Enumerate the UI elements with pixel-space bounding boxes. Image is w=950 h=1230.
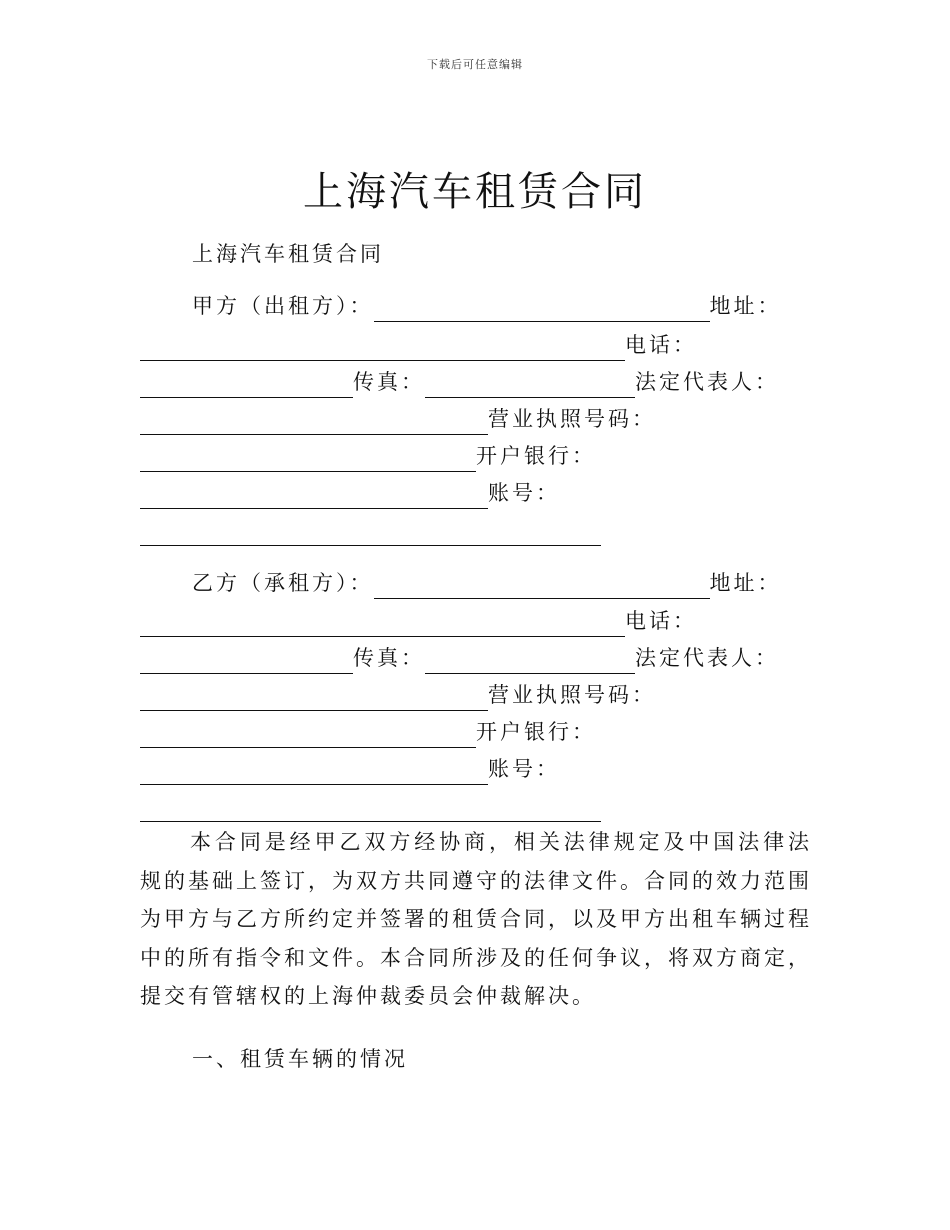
party-a-phone-label: 电话： — [625, 333, 697, 357]
party-a-name-blank — [374, 295, 710, 322]
header-note: 下载后可任意编辑 — [427, 58, 523, 71]
party-a-bank-blank — [140, 482, 488, 509]
party-b-account-line — [140, 790, 601, 822]
party-b-license-blank — [140, 721, 476, 748]
party-b-phone-line — [140, 642, 779, 674]
party-a-address-blank — [140, 334, 625, 361]
party-b-bank-line — [140, 753, 560, 785]
party-b-name-line — [192, 567, 782, 599]
party-a-account-line — [140, 514, 601, 546]
party-a-phone-blank — [140, 371, 353, 398]
party-b-fax-blank — [425, 647, 635, 674]
party-b-address-line — [140, 605, 697, 637]
party-a-address-label: 地址： — [709, 294, 782, 318]
party-b-phone-label: 电话： — [625, 609, 697, 633]
party-a-license-blank — [140, 445, 476, 472]
party-a-label: 甲方（出租方）： — [192, 294, 374, 318]
party-a-account-label: 账号： — [488, 481, 560, 505]
document-subtitle: 上海汽车租赁合同 — [192, 242, 384, 266]
party-b-account-label: 账号： — [488, 757, 560, 781]
party-b-bank-blank — [140, 758, 488, 785]
party-b-account-blank — [140, 795, 601, 822]
party-b-name-blank — [374, 572, 710, 599]
contract-body-paragraph: 本合同是经甲乙双方经协商，相关法律规定及中国法律法规的基础上签订，为双方共同遵守的法律文件。合同的效力范围为甲方与乙方所约定并签署的租赁合同，以及甲方出租车辆过程中的所有指令和文件。本合同所涉及的任何争议，将双方商定，提交有管辖权的上海仲裁委员会仲裁解决。 — [140, 830, 812, 1008]
party-b-rep-label: 法定代表人： — [635, 646, 779, 670]
party-a-bank-label: 开户银行： — [476, 444, 596, 468]
party-a-name-line — [192, 290, 782, 322]
party-a-license-label: 营业执照号码： — [488, 407, 656, 431]
document-title: 上海汽车租赁合同 — [303, 169, 647, 215]
party-b-license-line — [140, 716, 596, 748]
party-b-label: 乙方（承租方）： — [192, 571, 374, 595]
party-a-address-line — [140, 329, 697, 361]
party-a-fax-label: 传真： — [353, 370, 425, 394]
party-a-rep-blank — [140, 408, 488, 435]
party-b-rep-blank — [140, 684, 488, 711]
party-b-rep-line — [140, 679, 656, 711]
party-b-bank-label: 开户银行： — [476, 720, 596, 744]
party-a-rep-label: 法定代表人： — [635, 370, 779, 394]
party-b-fax-label: 传真： — [353, 646, 425, 670]
party-a-fax-blank — [425, 371, 635, 398]
party-a-license-line — [140, 440, 596, 472]
section-1-heading: 一、租赁车辆的情况 — [192, 1047, 408, 1071]
party-a-bank-line — [140, 477, 560, 509]
party-b-phone-blank — [140, 647, 353, 674]
party-a-account-blank — [140, 519, 601, 546]
party-a-phone-line — [140, 366, 779, 398]
party-b-address-label: 地址： — [709, 571, 782, 595]
party-b-license-label: 营业执照号码： — [488, 683, 656, 707]
party-a-rep-line — [140, 403, 656, 435]
party-b-address-blank — [140, 610, 625, 637]
